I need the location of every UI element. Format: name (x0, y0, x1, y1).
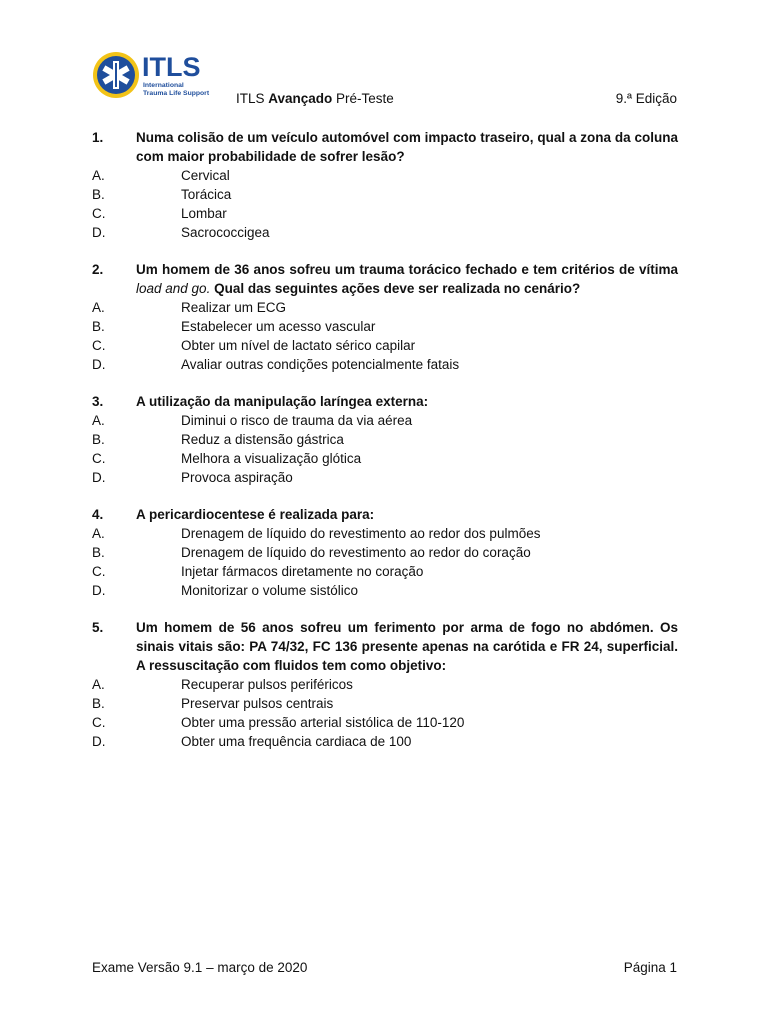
itls-logo (92, 49, 222, 101)
logo-text: ITLS (142, 52, 201, 82)
option-b: B. Preservar pulsos centrais (92, 696, 334, 711)
option-d: D. Obter uma frequência cardiaca de 100 (92, 734, 412, 749)
option-a: A. Recuperar pulsos periféricos (92, 677, 353, 692)
option-c: C. Obter um nível de lactato sérico capilar (92, 338, 416, 353)
logo-subtitle-line2: Trauma Life Support (143, 90, 210, 97)
option-a: A. Cervical (92, 168, 230, 183)
option-c: C. Injetar fármacos diretamente no coração (92, 564, 424, 579)
option-d: D. Sacrococcigea (92, 225, 270, 240)
option-c: C. Lombar (92, 206, 227, 221)
option-d: D. Provoca aspiração (92, 470, 293, 485)
question-text: A utilização da manipulação laríngea externa: (136, 394, 429, 409)
option-b: B. Reduz a distensão gástrica (92, 432, 344, 447)
question-3 (92, 392, 678, 487)
question-list (92, 128, 678, 769)
option-b: B. Drenagem de líquido do revestimento ao redor do coração (92, 545, 531, 560)
question-text: Um homem de 36 anos sofreu um trauma torácico fechado e tem critérios de vítima load and go. Qual das seguintes ações deve ser realizada no cenário? (136, 262, 678, 296)
option-a: A. Realizar um ECG (92, 300, 287, 315)
footer-version: Exame Versão 9.1 – março de 2020 (92, 960, 308, 975)
option-d: D. Avaliar outras condições potencialmente fatais (92, 357, 460, 372)
option-b: B. Estabelecer um acesso vascular (92, 319, 376, 334)
option-b: B. Torácica (92, 187, 232, 202)
question-text: A pericardiocentese é realizada para: (136, 507, 375, 522)
question-number: 4. (92, 507, 104, 522)
option-c: C. Melhora a visualização glótica (92, 451, 362, 466)
question-1 (92, 128, 678, 242)
question-4 (92, 505, 678, 600)
question-number: 3. (92, 394, 104, 409)
question-text: Numa colisão de um veículo automóvel com impacto traseiro, qual a zona da coluna com maior probabilidade de sofrer lesão? (136, 130, 678, 164)
header-title: ITLS Avançado Pré-Teste (236, 91, 394, 106)
question-5 (92, 618, 678, 751)
option-a: A. Diminui o risco de trauma da via aérea (92, 413, 413, 428)
question-number: 1. (92, 130, 104, 145)
question-2 (92, 260, 678, 374)
question-number: 5. (92, 620, 104, 635)
logo-subtitle-line1: International (143, 82, 184, 89)
header-edition: 9.ª Edição (615, 91, 677, 106)
option-d: D. Monitorizar o volume sistólico (92, 583, 359, 598)
question-number: 2. (92, 262, 104, 277)
option-c: C. Obter uma pressão arterial sistólica de 110-120 (92, 715, 465, 730)
option-a: A. Drenagem de líquido do revestimento ao redor dos pulmões (92, 526, 541, 541)
question-text: Um homem de 56 anos sofreu um ferimento por arma de fogo no abdómen. Os sinais vitais são: PA 74/32, FC 136 presente apenas na carótida e FR 24, superficial. A ressuscitação com fluidos tem como objetivo: (136, 620, 678, 673)
footer-page-number: Página 1 (623, 960, 677, 975)
